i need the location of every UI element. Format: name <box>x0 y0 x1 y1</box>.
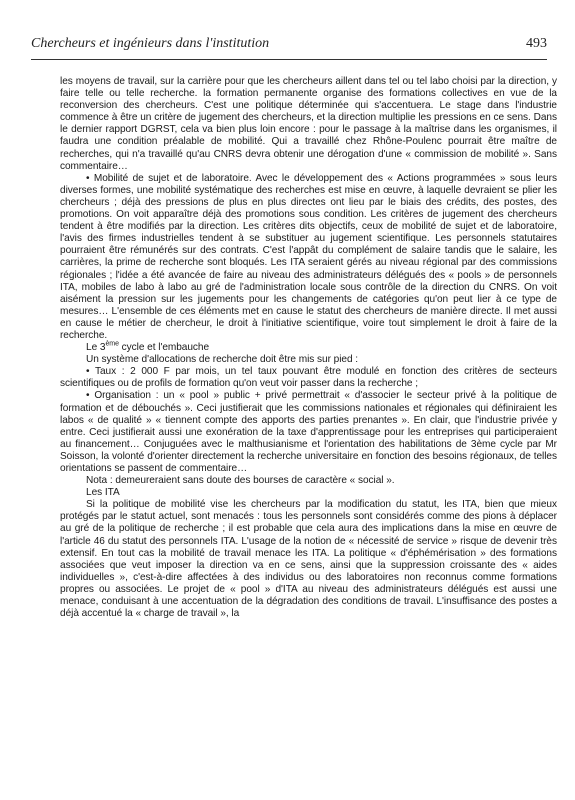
paragraph-careers: les moyens de travail, sur la carrière pour que les chercheurs aillent dans tel ou tel labo choisi par la direction, y faire telle ou telle recherche. la formation permanente organise des formations collectives en vue de la reconversion des chercheurs. C'est une politique déterminée qui s'accentuera. Le stage dans l'industrie commence à être un critère de jugement des chercheurs, et la direction multiplie les pressions en ce sens. Dans le dernier rapport DGRST, cela va bien plus loin encore : pour le passage à la maîtrise dans les organismes, il faudra une condition préalable de mobilité. Qui a travaillé chez Rhône-Poulenc pourrait être maître de recherches, qui n'a travaillé qu'au CNRS devra obtenir une dérogation d'une « commission de mobilité ». Sans commentaire… <box>60 76 557 172</box>
heading-text: cycle et l'embauche <box>118 342 210 354</box>
section-heading-ita: Les ITA <box>86 487 120 499</box>
page-number: 493 <box>526 36 547 51</box>
header-rule <box>31 59 547 60</box>
paragraph-organisation: • Organisation : un « pool » public + privé permettrait « d'associer le secteur privé à la politique de formation et de débouchés ». Ceci justifierait que les commissions nationales et régionales qui définiraient les labos « de qualité » « tiennent compte des apports des parties prenantes ». En clair, que l'industrie privée y entre. Ceci justifierait aussi une exonération de la taxe d'apprentissage pour les entreprises qui participeraient au financement… Conjuguées avec le malthusianisme et l'orientation des habilitations de 3ème cycle par Mr Soisson, la volonté d'orienter directement la recherche universitaire en fonction des besoins régionaux, de telles orientations se passent de commentaire… <box>60 390 557 474</box>
page-header <box>31 36 547 58</box>
paragraph-mobility: • Mobilité de sujet et de laboratoire. Avec le développement des « Actions programmées » sous leurs diverses formes, une mobilité systématique des recherches est mise en œuvre, à laquelle devraient se plier les chercheurs ; déjà des pressions de plus en plus directes ont lieu par le biais des crédits, des postes, des promotions. On voit apparaître déjà des promotions sous condition. Les critères de jugement des chercheurs tendent à être modifiés par la direction. Les critères dits objectifs, ceux de mobilité de sujet et de laboratoire, l'avis des firmes industrielles tendent à se substituer au jugement scientifique. Les personnels statutaires pourraient être rémunérés sur des contrats. C'est l'appât du complément de salaire tandis que le salaire, les carrières, la prime de recherche sont bloqués. Les ITA seraient gérés au niveau régional par des commissions régionales ; l'idée a été avancée de faire au niveau des administrateurs délégués des « pools » de personnels ITA, mobiles de labo à labo au gré de l'administration locale sous contrôle de la direction du CNRS. On voit aisément la pression sur les jugements pour les changements de catégories qu'on peut lier à ce type de mesures… L'ensemble de ces éléments met en cause le statut des chercheurs de manière directe. Il met aussi en cause le métier de chercheur, le droit à l'initiative scientifique, voire tout simplement le droit à faire de la recherche. <box>60 172 557 341</box>
heading-text: Le 3 <box>86 342 106 354</box>
paragraph-nota: Nota : demeureraient sans doute des bourses de caractère « social ». <box>86 475 395 487</box>
paragraph-allocations: Un système d'allocations de recherche doit être mis sur pied : <box>86 354 359 366</box>
running-title: Chercheurs et ingénieurs dans l'institution <box>31 36 270 51</box>
section-heading-third-cycle <box>60 342 557 354</box>
paragraph-ita: Si la politique de mobilité vise les chercheurs par la modification du statut, les ITA, bien que mieux protégés par le statut actuel, sont menacés : tous les personnels sont considérés comme des pions à déplacer au gré de la politique de recherche ; il est probable que cela aura des implications dans la mise en œuvre de l'article 46 du statut des personnels ITA. L'usage de la notion de « nécessité de service » risque de devenir très extensif. En tout cas la mobilité de travail menace les ITA. La politique « d'éphémérisation » des formations associées que veut imposer la direction va en ce sens, ainsi que la suppression croissante des « aides individuelles », c'est-à-dire affectées à des individus ou des laboratoires non reconnus comme formations propres ou associées. Le projet de « pool » d'ITA au niveau des administrateurs délégués est aussi une menace, conduisant à une accentuation de la dégradation des conditions de travail. L'insuffisance des postes a déjà accentué la « charge de travail », la <box>60 499 557 620</box>
paragraph-rate: • Taux : 2 000 F par mois, un tel taux pouvant être modulé en fonction des critères de secteurs scientifiques ou de profils de formation qu'on veut voir passer dans la recherche ; <box>60 366 557 390</box>
heading-superscript: ème <box>105 340 119 348</box>
body-text <box>60 76 557 620</box>
